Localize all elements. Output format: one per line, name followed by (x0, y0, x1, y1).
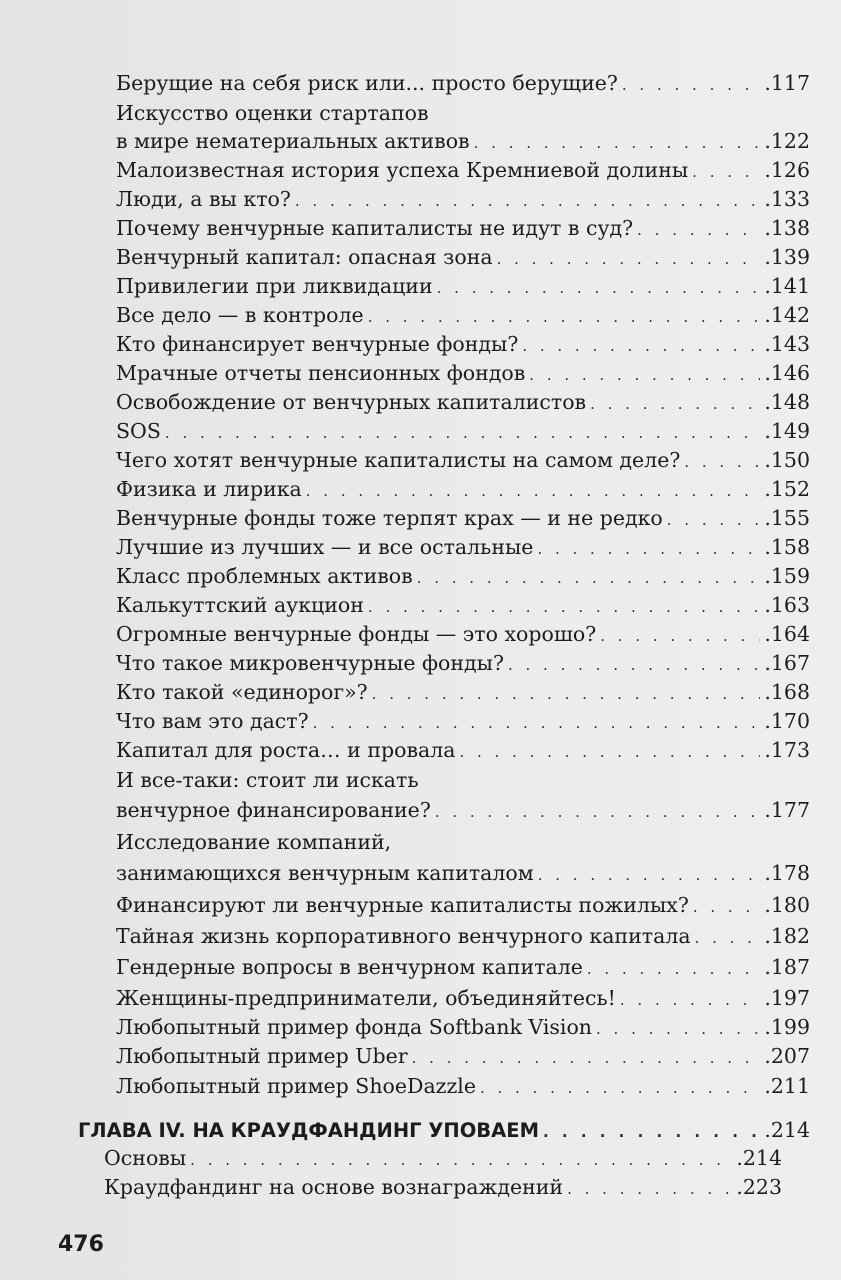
toc-entry-title: Кто финансирует венчурные фонды? (116, 332, 519, 356)
toc-entry (116, 677, 810, 709)
toc-entry-title: Любопытный пример ShoeDazzle (116, 1074, 476, 1098)
toc-entry-page: .149 (764, 419, 810, 443)
toc-entry (116, 445, 810, 477)
toc-entry-page: .150 (764, 448, 810, 472)
toc-entry-page: .152 (764, 477, 810, 501)
toc-entry-title: Любопытный пример Uber (116, 1044, 408, 1068)
leader-dots (622, 70, 760, 100)
leader-dots (587, 954, 760, 984)
toc-entry-page: .133 (764, 187, 810, 211)
toc-entry (116, 242, 810, 274)
toc-entry-title: Гендерные вопросы в венчурном капитале (116, 955, 583, 979)
toc-entry-title: Венчурные фонды тоже терпят крах — и не редко (116, 506, 663, 530)
leader-dots (600, 621, 760, 651)
toc-entry-page: .197 (764, 986, 810, 1010)
toc-entry-title: SOS (116, 419, 161, 443)
toc-entry-page: .207 (764, 1044, 810, 1068)
toc-entry-title: Почему венчурные капиталисты не идут в суд? (116, 216, 634, 240)
toc-entry-title: Чего хотят венчурные капиталисты на самом деле? (116, 448, 681, 472)
toc-entry-title: Что такое микровенчурные фонды? (116, 651, 504, 675)
toc-entry-page: .159 (764, 564, 810, 588)
toc-entry-title: Мрачные отчеты пенсионных фондов (116, 361, 526, 385)
leader-dots (474, 128, 761, 158)
leader-dots (667, 505, 761, 535)
toc-entry-page: .199 (764, 1015, 810, 1039)
page-number: 476 (58, 1232, 104, 1257)
toc-entry (116, 1012, 810, 1044)
toc-entry-page: .155 (764, 506, 810, 530)
toc-entry-page: .142 (764, 303, 810, 327)
leader-dots (538, 860, 761, 890)
toc-entry-title: Привилегии при ликвидации (116, 274, 433, 298)
toc-entry (104, 1172, 782, 1204)
toc-entry-title: Тайная жизнь корпоративного венчурного капитала (116, 924, 691, 948)
toc-entry-page: .163 (764, 593, 810, 617)
leader-dots (459, 737, 760, 767)
leader-dots (692, 157, 760, 187)
toc-entry (116, 561, 810, 593)
toc-entry-page: .170 (764, 709, 810, 733)
toc-entry (116, 387, 810, 419)
toc-entry-title-line1: И все-таки: стоит ли искать (116, 768, 419, 792)
leader-dots (190, 1145, 732, 1175)
leader-dots (529, 360, 760, 390)
toc-entry (104, 1143, 782, 1175)
leader-dots (417, 563, 761, 593)
toc-entry (116, 474, 810, 506)
toc-entry-title: Женщины-предприниматели, объединяйтесь! (116, 986, 616, 1010)
toc-entry-title: Освобождение от венчурных капиталистов (116, 390, 587, 414)
toc-entry-title: Краудфандинг на основе вознаграждений (104, 1175, 564, 1199)
toc-entry (116, 952, 810, 984)
toc-entry (116, 1041, 810, 1073)
toc-entry (116, 213, 810, 245)
toc-entry (116, 503, 810, 535)
toc-entry-title: Финансируют ли венчурные капиталисты пожилых? (116, 893, 689, 917)
toc-entry-title: Основы (104, 1146, 187, 1170)
toc-entry (116, 329, 810, 361)
toc-entry (116, 1071, 810, 1103)
leader-dots (372, 679, 761, 709)
toc-entry-page: .138 (764, 216, 810, 240)
toc-entry-title: венчурное финансирование? (116, 798, 431, 822)
leader-dots (567, 1174, 732, 1204)
toc-entry-page: .117 (764, 71, 810, 95)
toc-entry-title: Огромные венчурные фонды — это хорошо? (116, 622, 597, 646)
leader-dots (412, 1043, 761, 1073)
toc-entry-title: в мире нематериальных активов (116, 129, 470, 153)
leader-dots (437, 273, 761, 303)
toc-entry-page: .177 (764, 798, 810, 822)
toc-entry-title: Лучшие из лучших — и все остальные (116, 535, 534, 559)
toc-entry-title: Все дело — в контроле (116, 303, 364, 327)
toc-entry-page: .164 (764, 622, 810, 646)
toc-entry-title: Калькуттский аукцион (116, 593, 364, 617)
chapter-title: ГЛАВА IV. НА КРАУДФАНДИНГ УПОВАЕМ (78, 1119, 539, 1142)
toc-entry-title-line1: Исследование компаний, (116, 830, 392, 854)
toc-entry (116, 184, 810, 216)
toc-entry (116, 532, 810, 564)
leader-dots (620, 985, 760, 1015)
toc-entry-title: Берущие на себя риск или... просто берущие? (116, 71, 618, 95)
toc-entry-page: .223 (736, 1175, 782, 1199)
leader-dots (590, 389, 760, 419)
leader-dots (684, 447, 760, 477)
toc-entry-page: .173 (764, 738, 810, 762)
toc-entry-title: Класс проблемных активов (116, 564, 413, 588)
leader-dots (368, 302, 761, 332)
toc-entry-page: .148 (764, 390, 810, 414)
toc-entry (116, 795, 810, 827)
toc-entry-page: .141 (764, 274, 810, 298)
toc-entry (116, 155, 810, 187)
toc-entry-page: .158 (764, 535, 810, 559)
leader-dots (435, 797, 761, 827)
toc-entry-page: .143 (764, 332, 810, 356)
leader-dots (497, 244, 761, 274)
toc-entry-title: Малоизвестная история успеха Кремниевой долины (116, 158, 689, 182)
toc-entry-page: .126 (764, 158, 810, 182)
toc-entry-page: .182 (764, 924, 810, 948)
toc-entry (116, 890, 810, 922)
leader-dots (480, 1073, 760, 1103)
toc-entry-title: Физика и лирика (116, 477, 302, 501)
toc-entry (116, 983, 810, 1015)
toc-entry-page: .122 (764, 129, 810, 153)
leader-dots (637, 215, 760, 245)
leader-dots (295, 186, 760, 216)
toc-entry-page: .211 (764, 1074, 810, 1098)
toc-entry-page: .146 (764, 361, 810, 385)
leader-dots (695, 923, 761, 953)
leader-dots (165, 418, 760, 448)
toc-entry (116, 921, 810, 953)
toc-entry-page: .187 (764, 955, 810, 979)
toc-entry-title: Люди, а вы кто? (116, 187, 291, 211)
toc-entry (116, 706, 810, 738)
toc-entry-title: Венчурный капитал: опасная зона (116, 245, 493, 269)
toc-entry (116, 126, 810, 158)
toc-entry-title: Что вам это даст? (116, 709, 309, 733)
toc-entry (116, 300, 810, 332)
leader-dots (537, 534, 760, 564)
toc-entry (116, 416, 810, 448)
toc-entry-page: .180 (764, 893, 810, 917)
toc-entry-title: занимающихся венчурным капиталом (116, 861, 534, 885)
toc-entry (116, 858, 810, 890)
toc-entry-page: .139 (764, 245, 810, 269)
toc-entry-title: Любопытный пример фонда Softbank Vision (116, 1015, 593, 1039)
toc-entry (116, 648, 810, 680)
toc-entry-title-line1: Искусство оценки стартапов (116, 101, 429, 125)
leader-dots (508, 650, 760, 680)
toc-entry (116, 68, 810, 100)
toc-entry-title: Кто такой «единорог»? (116, 680, 368, 704)
toc-entry (116, 590, 810, 622)
toc-entry (116, 735, 810, 767)
chapter-page: .214 (764, 1118, 810, 1142)
leader-dots (693, 892, 760, 922)
leader-dots (596, 1014, 760, 1044)
leader-dots (368, 592, 760, 622)
toc-entry-page: .167 (764, 651, 810, 675)
toc-entry-page: .168 (764, 680, 810, 704)
toc-entry (116, 619, 810, 651)
toc-entry (116, 271, 810, 303)
toc-entry (116, 358, 810, 390)
leader-dots (522, 331, 760, 361)
toc-entry-title: Капитал для роста… и провала (116, 738, 456, 762)
toc-entry-page: .178 (764, 861, 810, 885)
toc-entry-page: .214 (736, 1146, 782, 1170)
leader-dots (306, 476, 761, 506)
leader-dots (313, 708, 761, 738)
